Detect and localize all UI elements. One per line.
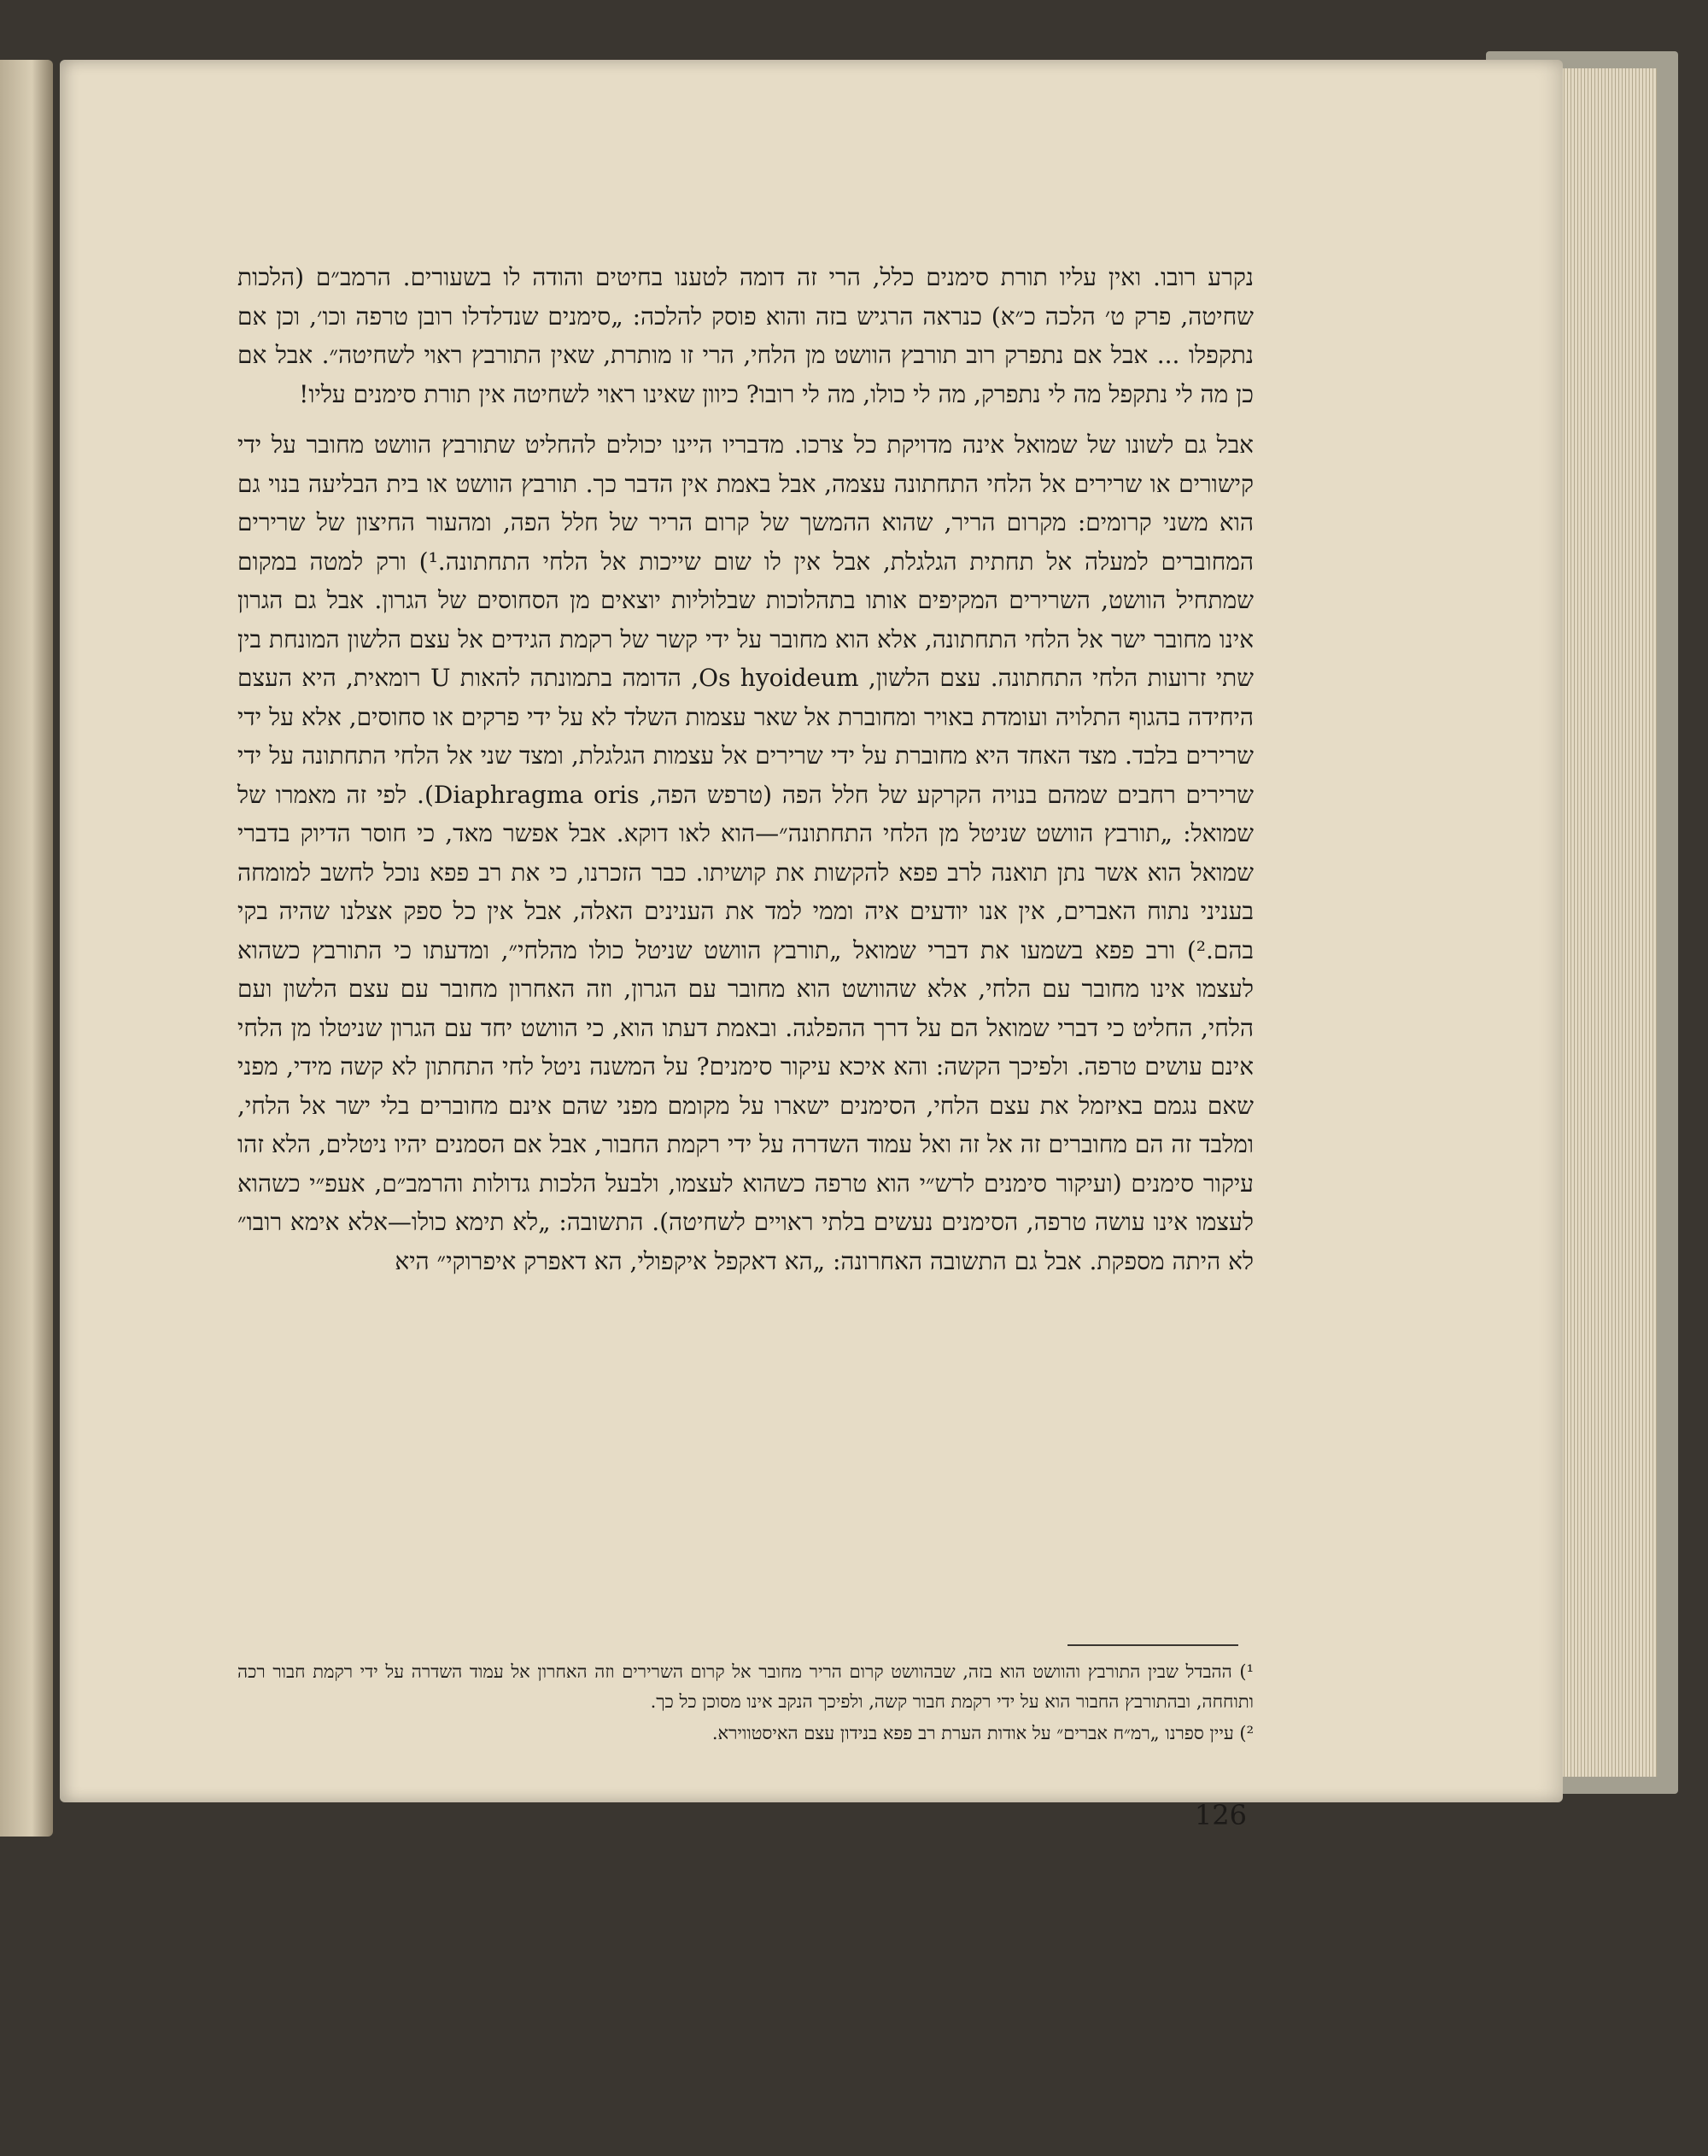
footnote-divider bbox=[1068, 1644, 1238, 1646]
main-text bbox=[237, 258, 1254, 1280]
previous-page-edge bbox=[0, 60, 53, 1837]
page-number: 126 bbox=[1194, 1799, 1247, 1831]
paragraph-2: אבל גם לשונו של שמואל אינה מדויקת כל צרכו. מדבריו היינו יכולים להחליט שתורבץ הוושט מחובר על ידי קישורים או שרירים אל הלחי התחתונה עצמה, אבל באמת אין הדבר כך. תורבץ הוושט או בית הבליעה בנוי גם הוא משני קרומים: מקרום הריר, שהוא ההמשך של קרום הריר של חלל הפה, ומהעור החיצון של שרירים המחוברים למעלה אל תחתית הגלגלת, אבל אין לו שום שייכות אל הלחי התחתונה.¹) ורק למטה במקום שמתחיל הוושט, השרירים המקיפים אותו בתהלוכות שבלוליות יוצאים מן הסחוסים של הגרון. אבל גם הגרון אינו מחובר ישר אל הלחי התחתונה, אלא הוא מחובר על ידי קשר של רקמת הגידים אל עצם הלשון המונחת בין שתי זרועות הלחי התחתונה. עצם הלשון, Os hyoideum, הדומה בתמונתה להאות U רומאית, היא העצם היחידה בהגוף התלויה ועומדת באויר ומחוברת אל שאר עצמות השלד לא על ידי פרקים או סחוסים, אלא על ידי שרירים בלבד. מצד האחד היא מחוברת על ידי שרירים אל עצמות הגלגלת, ומצד שני אל הלחי התחתונה על ידי שרירים רחבים שמהם בנויה הקרקע של חלל הפה (טרפש הפה, Diaphragma oris). לפי זה מאמרו של שמואל: „תורבץ הוושט שניטל מן הלחי התחתונה״—הוא לאו דוקא. אבל אפשר מאד, כי חוסר הדיוק בדברי שמואל הוא אשר נתן תואנה לרב פפא להקשות את קושיתו. כבר הזכרנו, כי את רב פפא נוכל לחשב למומחה בעניני נתוח האברים, אין אנו יודעים איה וממי למד את הענינים האלה, אבל אין כל ספק אצלנו שהיה בקי בהם.²) ורב פפא בשמעו את דברי שמואל „תורבץ הוושט שניטל כולו מהלחי״, ומדעתו כי התורבץ כשהוא לעצמו אינו מחובר עם הלחי, אלא שהוושט הוא מחובר עם הגרון, וזה האחרון מחובר עם עצם הלשון ועם הלחי, החליט כי דברי שמואל הם על דרך ההפלגה. ובאמת דעתו הוא, כי הוושט יחד עם הגרון שניטלו מן הלחי אינם עושים טרפה. ולפיכך הקשה: והא איכא עיקור סימנים? על המשנה ניטל לחי התחתון לא קשה מידי, מפני שאם נגמם באיזמל את עצם הלחי, הסימנים ישארו על מקומם מפני שהם אינם מחוברים בלי ישר אל הלחי, ומלבד זה הם מחוברים זה אל זה ואל עמוד השדרה על ידי רקמת החבור, אבל אם הסמנים יהיו ניטלים, הלא זהו עיקור סימנים (ועיקור סימנים לרש״י הוא טרפה כשהוא לעצמו, ולבעל הלכות גדולות והרמב״ם, אעפ״י כשהוא לעצמו אינו עושה טרפה, הסימנים נעשים בלתי ראויים לשחיטה). התשובה: „לא תימא כולו—אלא אימא רובו״ לא היתה מספקת. אבל גם התשובה האחרונה: „הא דאקפל איקפולי, הא דאפרק איפרוקי״ היא bbox=[237, 431, 1255, 1275]
paragraph-1: נקרע רובו. ואין עליו תורת סימנים כלל, הרי זה דומה לטענו בחיטים והודה לו בשעורים. הרמב״ם (הלכות שחיטה, פרק ט׳ הלכה כ״א) כנראה הרגיש בזה והוא פוסק להלכה: „סימנים שנדלדלו רובן טרפה וכו׳, וכן אם נתקפלו ... אבל אם נתפרק רוב תורבץ הוושט מן הלחי, הרי זו מותרת, שאין התורבץ ראוי לשחיטה״. אבל אם כן מה לי נתקפל מה לי נתפרק, מה לי כולו, מה לי רובו? כיוון שאינו ראוי לשחיטה אין תורת סימנים עליו! bbox=[237, 263, 1254, 408]
book-page bbox=[60, 60, 1563, 1831]
footnote-2: ²) עיין ספרנו „רמ״ח אברים״ על אודות הערת רב פפא בנידון עצם האיסטווירא. bbox=[711, 1723, 1254, 1743]
footnotes bbox=[237, 1657, 1254, 1750]
footnote-1: ¹) ההבדל שבין התורבץ והוושט הוא בזה, שבהוושט קרום הריר מחובר אל קרום השרירים וזה האחרון אל עמוד השדרה על ידי רקמת חבור רכה ותוחחה, ובהתורבץ החבור הוא על ידי רקמת חבור קשה, ולפיכך הנקב אינו מסוכן כל כך. bbox=[237, 1661, 1254, 1712]
